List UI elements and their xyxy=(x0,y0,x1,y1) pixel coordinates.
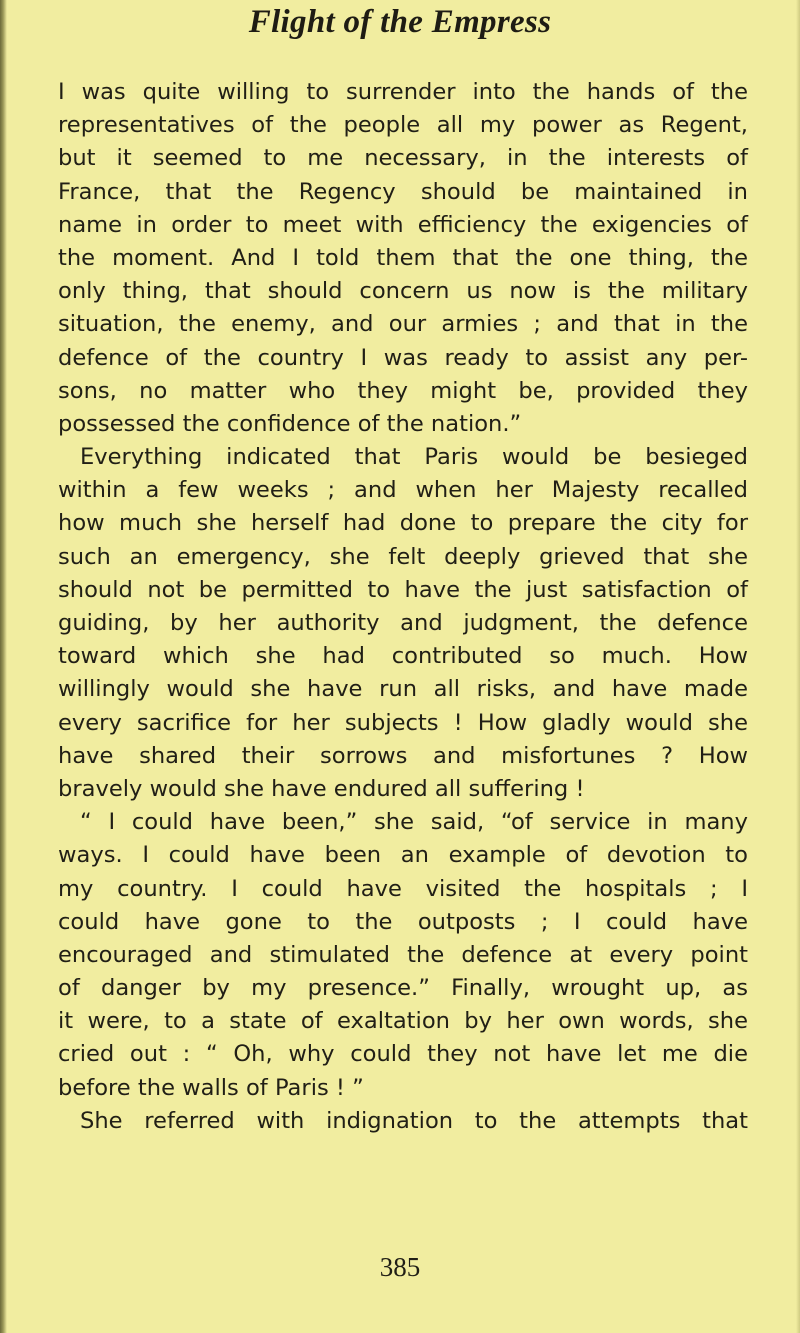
text-line: it were, to a state of exaltation by her own words, she xyxy=(58,1008,748,1035)
text-line: possessed the confidence of the nation.” xyxy=(58,410,522,437)
text-line: representatives of the people all my power as Regent, xyxy=(58,112,748,139)
text-line: ways. I could have been an example of devotion to xyxy=(58,842,748,869)
text-line: my country. I could have visited the hospitals ; I xyxy=(58,875,748,902)
body-text xyxy=(58,76,748,1138)
text-line: She referred with indignation to the attempts that xyxy=(80,1107,748,1134)
page-number: 385 xyxy=(379,1252,421,1282)
text-line: have shared their sorrows and misfortunes ? How xyxy=(58,742,748,769)
text-line: willingly would she have run all risks, and have made xyxy=(58,676,748,703)
text-line: bravely would she have endured all suffering ! xyxy=(58,775,585,802)
text-line: defence of the country I was ready to assist any per- xyxy=(58,344,748,371)
text-line: sons, no matter who they might be, provided they xyxy=(58,377,748,404)
page-gutter-shadow xyxy=(0,0,7,1333)
text-line: cried out : “ Oh, why could they not have let me die xyxy=(58,1041,748,1068)
text-line: could have gone to the outposts ; I could have xyxy=(58,908,748,935)
running-head: Flight of the Empress xyxy=(248,4,552,40)
text-line: only thing, that should concern us now is the military xyxy=(58,278,748,305)
text-line: toward which she had contributed so much. How xyxy=(58,643,748,670)
text-line: name in order to meet with efficiency the exigencies of xyxy=(58,211,748,238)
text-line: should not be permitted to have the just satisfaction of xyxy=(58,576,748,603)
text-line: encouraged and stimulated the defence at every point xyxy=(58,941,748,968)
text-line: France, that the Regency should be maintained in xyxy=(58,178,748,205)
text-line: of danger by my presence.” Finally, wrought up, as xyxy=(58,975,748,1002)
text-line: situation, the enemy, and our armies ; and that in the xyxy=(58,311,748,338)
text-line: within a few weeks ; and when her Majesty recalled xyxy=(58,477,748,504)
text-line: the moment. And I told them that the one thing, the xyxy=(58,244,748,271)
text-line: Everything indicated that Paris would be besieged xyxy=(80,444,748,471)
text-line: I was quite willing to surrender into the hands of the xyxy=(58,79,748,105)
page-edge xyxy=(796,0,800,1333)
text-line: but it seemed to me necessary, in the interests of xyxy=(58,145,748,172)
text-line: how much she herself had done to prepare the city for xyxy=(58,510,748,537)
text-line: every sacrifice for her subjects ! How gladly would she xyxy=(58,709,748,736)
text-line: guiding, by her authority and judgment, the defence xyxy=(58,610,748,636)
text-line: before the walls of Paris ! ” xyxy=(58,1074,364,1101)
text-line: such an emergency, she felt deeply grieved that she xyxy=(58,543,748,570)
text-line: “ I could have been,” she said, “of service in many xyxy=(80,809,748,836)
